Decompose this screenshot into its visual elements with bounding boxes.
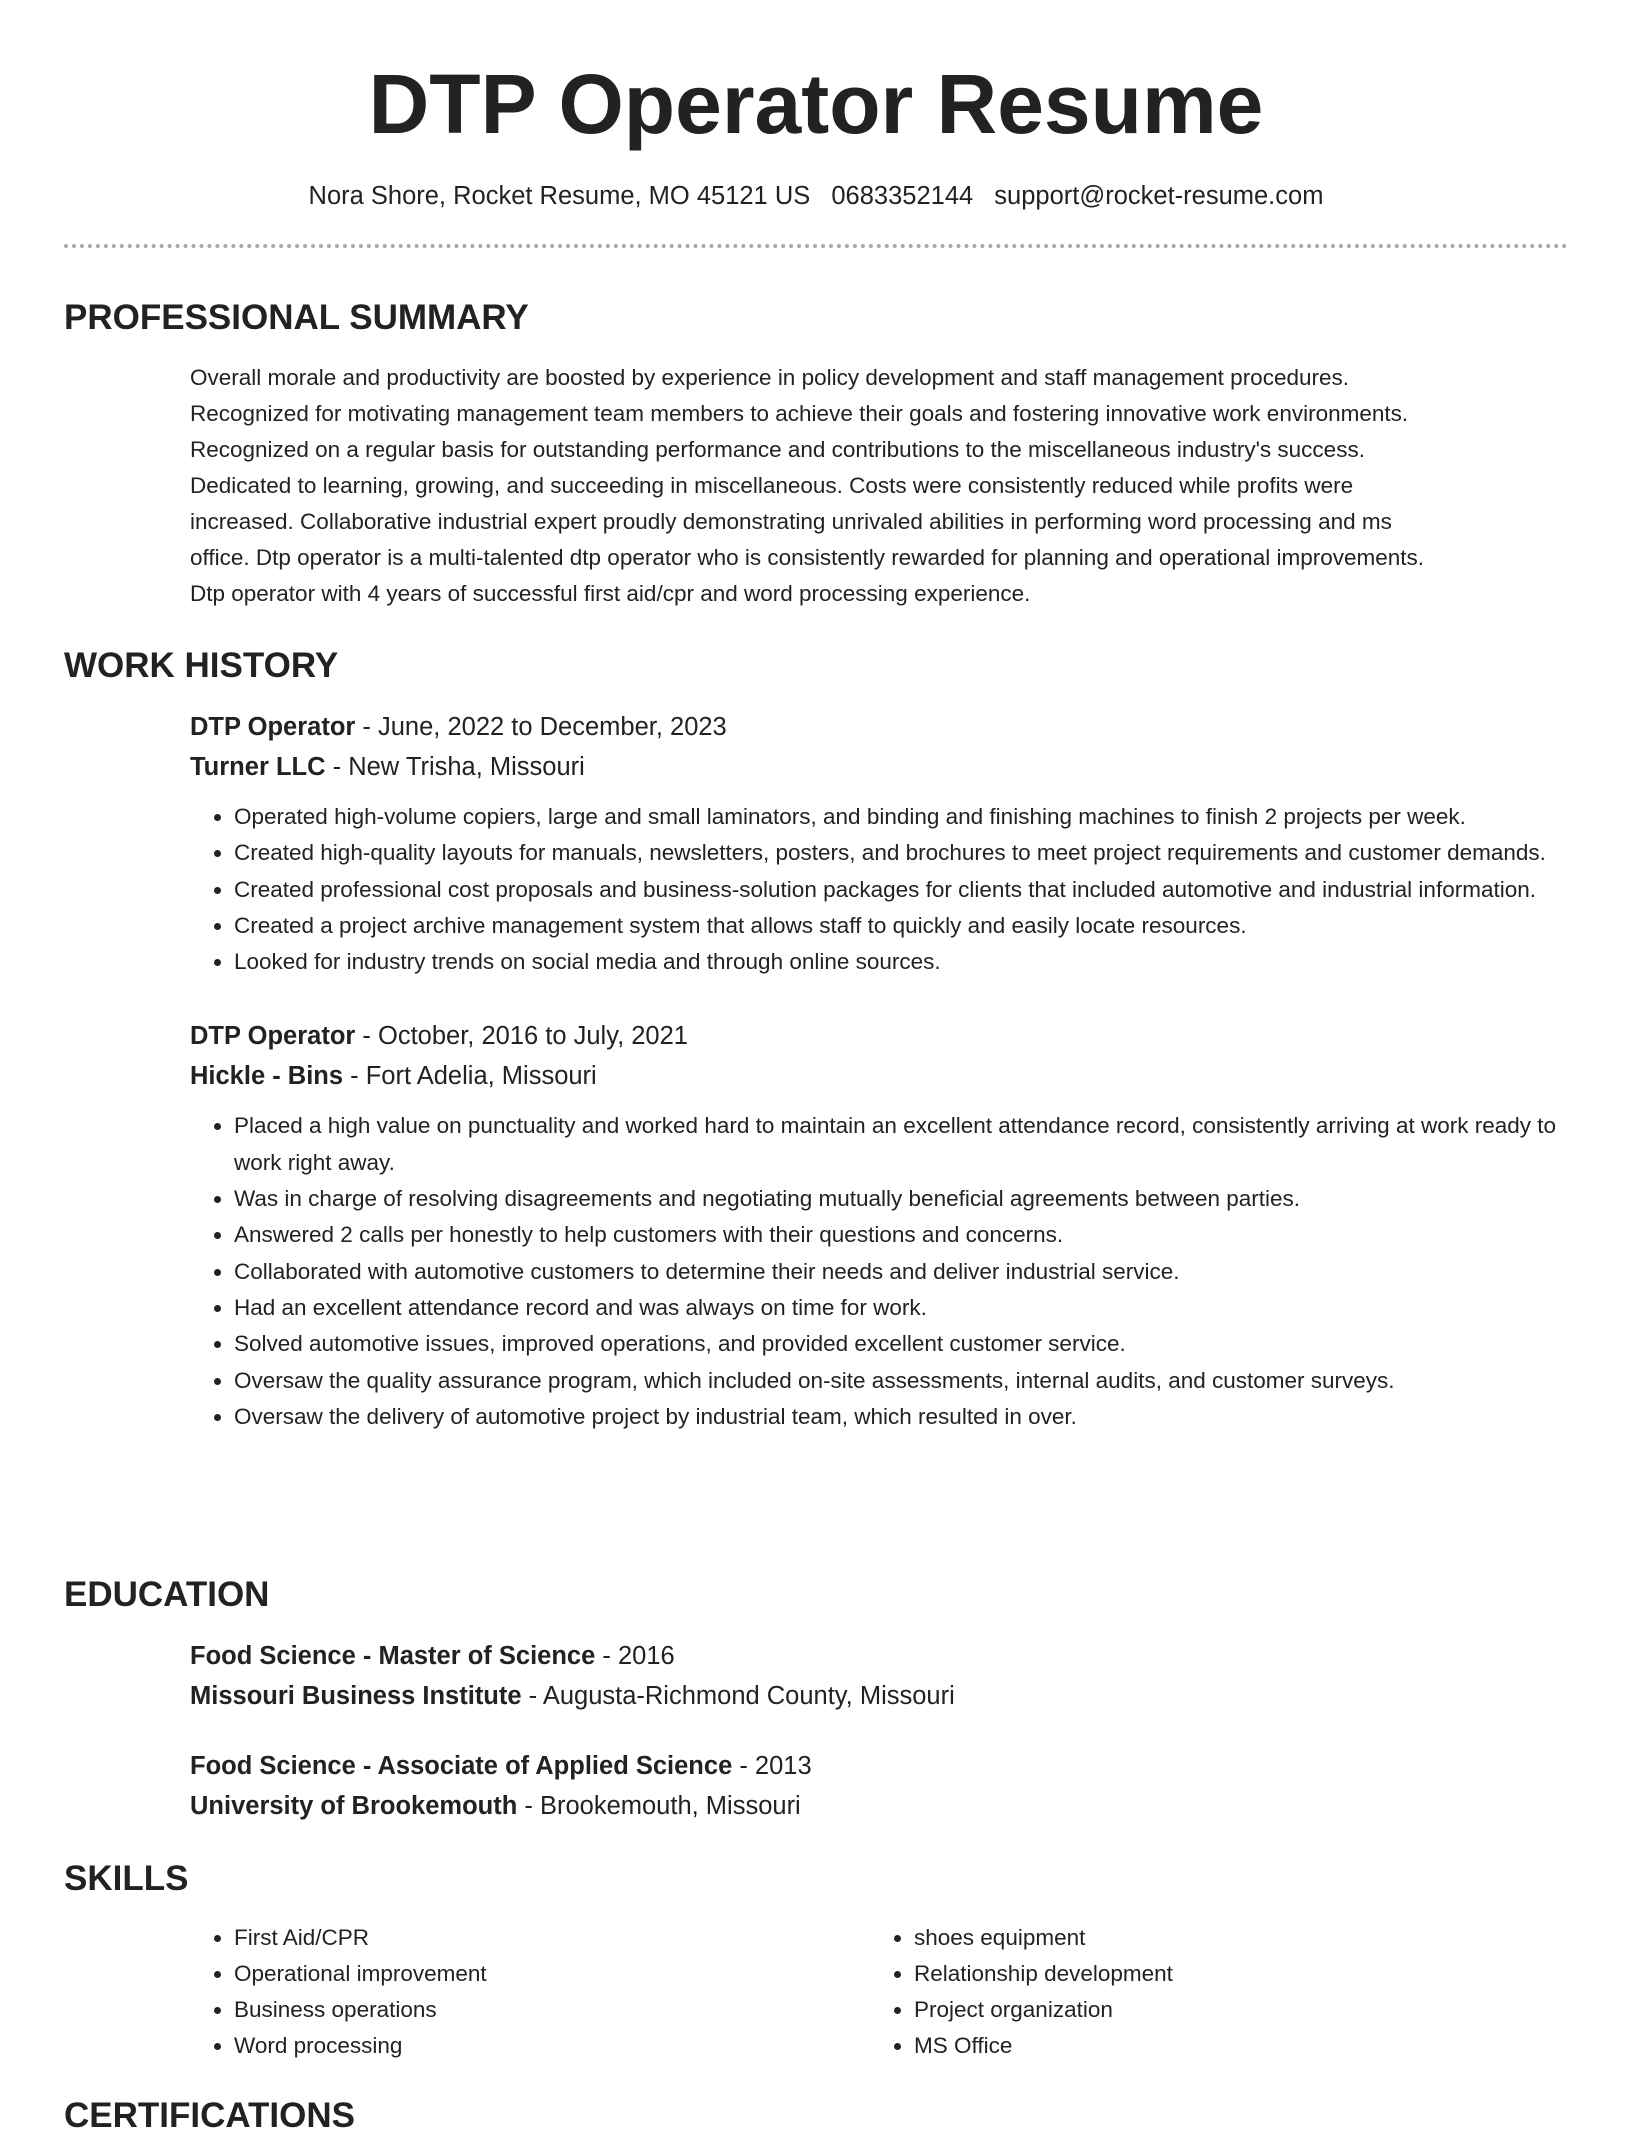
job-bullets xyxy=(190,799,1568,980)
summary-line: office. Dtp operator is a multi-talented dtp operator who is consistently rewarded for planning and operational improvements. xyxy=(190,545,1425,570)
resume-title: DTP Operator Resume xyxy=(368,57,1264,151)
school-line xyxy=(190,1676,1568,1716)
section-work-history xyxy=(64,648,1568,1435)
section-heading-education: EDUCATION xyxy=(64,1575,270,1614)
degree-year: - 2016 xyxy=(595,1642,675,1670)
list-item: • Operated high-volume copiers, large and small laminators, and binding and finishing machines to finish 2 projects per week. xyxy=(234,799,1568,835)
job-company-line xyxy=(190,747,1568,787)
job-location: - Fort Adelia, Missouri xyxy=(343,1062,597,1091)
resume-page xyxy=(64,0,1568,2135)
list-item: • Solved automotive issues, improved operations, and provided excellent customer service. xyxy=(234,1326,1568,1362)
skill-item: • MS Office xyxy=(914,2028,1534,2064)
school-name: Missouri Business Institute xyxy=(190,1682,522,1710)
skill-item: • Word processing xyxy=(234,2028,870,2064)
skill-item: • Business operations xyxy=(234,1992,870,2028)
summary-line: Recognized on a regular basis for outstanding performance and contributions to the miscellaneous industry's success. xyxy=(190,437,1365,462)
section-heading-summary: PROFESSIONAL SUMMARY xyxy=(64,298,529,337)
education-entry xyxy=(190,1636,1568,1716)
skill-item: • Relationship development xyxy=(914,1956,1534,1992)
section-certifications xyxy=(64,2098,1568,2133)
job-dates: - October, 2016 to July, 2021 xyxy=(355,1022,688,1051)
job-title: DTP Operator xyxy=(190,1022,356,1051)
school-name: University of Brookemouth xyxy=(190,1792,518,1820)
job-company: Turner LLC xyxy=(190,753,326,781)
job-company: Hickle - Bins xyxy=(190,1062,344,1091)
summary-line: increased. Collaborative industrial expert proudly demonstrating unrivaled abilities in performing word processing and ms xyxy=(190,509,1392,534)
degree-line xyxy=(190,1746,1568,1786)
job-title-line xyxy=(190,707,1568,747)
school-location: - Brookemouth, Missouri xyxy=(517,1792,801,1820)
job-entry xyxy=(190,707,1568,980)
job-company-line xyxy=(190,1056,1568,1096)
list-item: • Created a project archive management system that allows staff to quickly and easily locate resources. xyxy=(234,908,1568,944)
contact-address: Nora Shore, Rocket Resume, MO 45121 US xyxy=(308,182,811,210)
job-title-line xyxy=(190,1016,1568,1056)
summary-line: Dedicated to learning, growing, and succeeding in miscellaneous. Costs were consistently reduced while profits were xyxy=(190,473,1354,498)
skills-column-right xyxy=(870,1920,1534,2064)
skills-column-left xyxy=(190,1920,870,2064)
list-item: • Was in charge of resolving disagreements and negotiating mutually beneficial agreements between parties. xyxy=(234,1181,1568,1217)
summary-text xyxy=(190,360,1568,612)
section-summary xyxy=(64,300,1568,612)
list-item: • Placed a high value on punctuality and worked hard to maintain an excellent attendance record, consistently arriving at work ready to work right away. xyxy=(234,1108,1568,1181)
section-education xyxy=(64,1577,1568,1826)
skills-grid xyxy=(190,1920,1568,2064)
summary-line: Recognized for motivating management team members to achieve their goals and fostering innovative work environments. xyxy=(190,401,1409,426)
degree-year: - 2013 xyxy=(732,1752,812,1780)
school-line xyxy=(190,1786,1568,1826)
contact-line xyxy=(64,181,1568,212)
degree-name: Food Science - Master of Science xyxy=(190,1642,596,1670)
job-title: DTP Operator xyxy=(190,713,356,741)
job-dates: - June, 2022 to December, 2023 xyxy=(355,713,727,741)
list-item: • Collaborated with automotive customers to determine their needs and deliver industrial service. xyxy=(234,1254,1568,1290)
skill-item: • shoes equipment xyxy=(914,1920,1534,1956)
job-location: - New Trisha, Missouri xyxy=(325,753,585,781)
list-item: • Oversaw the quality assurance program, which included on-site assessments, internal audits, and customer surveys. xyxy=(234,1363,1568,1399)
degree-line xyxy=(190,1636,1568,1676)
job-entry xyxy=(190,1016,1568,1435)
contact-phone: 0683352144 xyxy=(831,182,974,210)
summary-line: Dtp operator with 4 years of successful first aid/cpr and word processing experience. xyxy=(190,581,1031,606)
section-heading-certifications: CERTIFICATIONS xyxy=(64,2096,356,2135)
school-location: - Augusta-Richmond County, Missouri xyxy=(521,1682,955,1710)
section-heading-work: WORK HISTORY xyxy=(64,646,339,685)
section-heading-skills: SKILLS xyxy=(64,1859,189,1898)
list-item: • Oversaw the delivery of automotive project by industrial team, which resulted in over. xyxy=(234,1399,1568,1435)
list-item: • Created professional cost proposals and business-solution packages for clients that included automotive and industrial information. xyxy=(234,872,1568,908)
section-skills xyxy=(64,1861,1568,2064)
job-bullets xyxy=(190,1108,1568,1435)
list-item: • Had an excellent attendance record and was always on time for work. xyxy=(234,1290,1568,1326)
education-entry xyxy=(190,1746,1568,1826)
list-item: • Looked for industry trends on social media and through online sources. xyxy=(234,944,1568,980)
list-item: • Created high-quality layouts for manuals, newsletters, posters, and brochures to meet project requirements and customer demands. xyxy=(234,835,1568,871)
skill-item: • Project organization xyxy=(914,1992,1534,2028)
summary-line: Overall morale and productivity are boosted by experience in policy development and staff management procedures. xyxy=(190,365,1349,390)
header-divider xyxy=(64,244,1568,248)
list-item: • Answered 2 calls per honestly to help customers with their questions and concerns. xyxy=(234,1217,1568,1253)
skill-item: • First Aid/CPR xyxy=(234,1920,870,1956)
degree-name: Food Science - Associate of Applied Science xyxy=(190,1752,733,1780)
skill-item: • Operational improvement xyxy=(234,1956,870,1992)
contact-email: support@rocket-resume.com xyxy=(994,182,1324,210)
